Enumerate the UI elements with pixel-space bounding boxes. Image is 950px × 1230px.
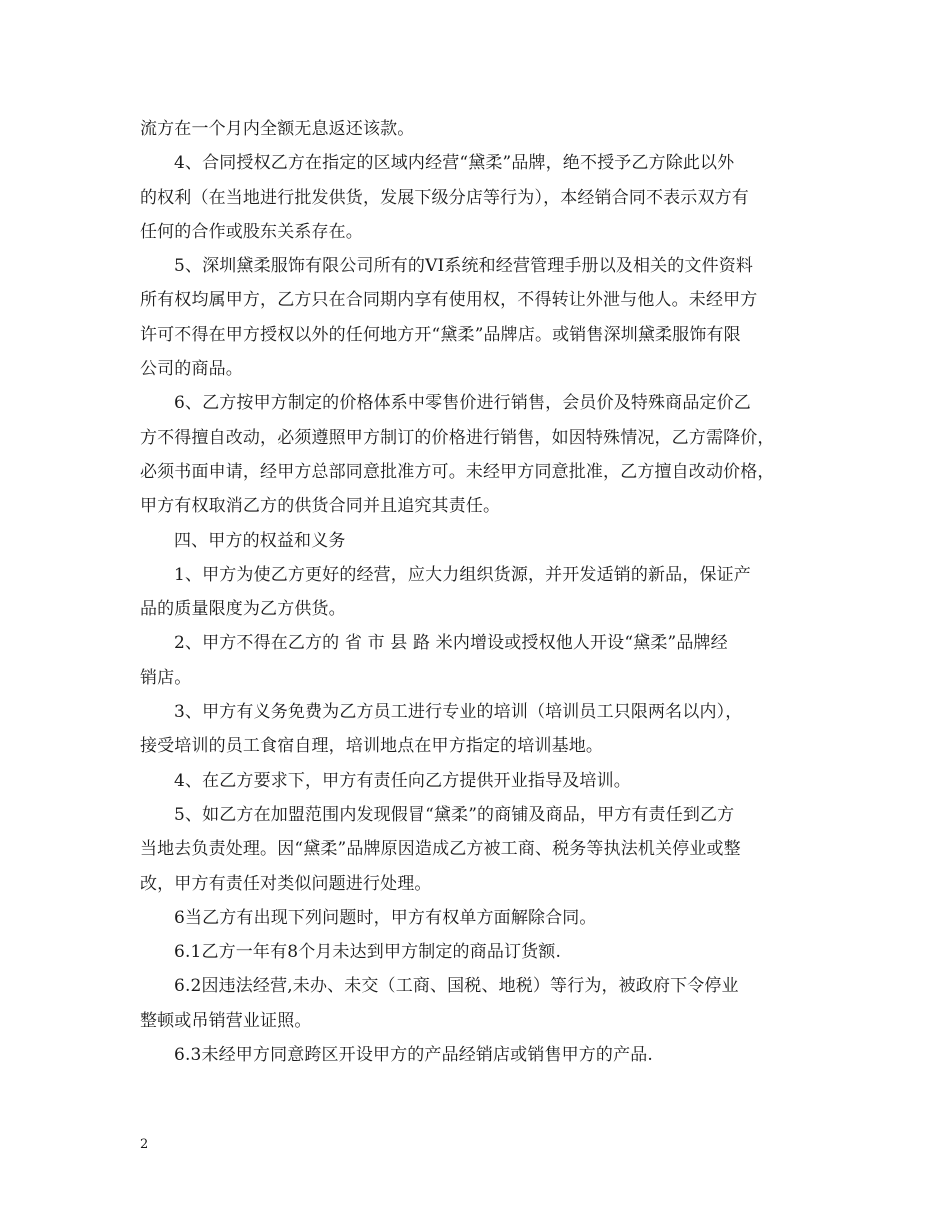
body-line: 的权利（在当地进行批发供货，发展下级分店等行为），本经销合同不表示双方有 bbox=[140, 187, 749, 208]
body-line: 所有权均属甲方，乙方只在合同期内享有使用权，不得转让外泄与他人。未经甲方 bbox=[140, 290, 758, 311]
body-line: 改，甲方有责任对类似问题进行处理。 bbox=[140, 873, 432, 894]
clause-line: 2、甲方不得在乙方的 省 市 县 路 米内增设或授权他人开设“黛柔”品牌经 bbox=[174, 633, 728, 654]
body-line: 整顿或吊销营业证照。 bbox=[140, 1010, 312, 1031]
subclause-line: 6.2因违法经营,未办、未交（工商、国税、地税）等行为，被政府下令停业 bbox=[174, 976, 739, 997]
clause-line: 6当乙方有出现下列问题时，甲方有权单方面解除合同。 bbox=[174, 907, 597, 928]
clause-line: 4、合同授权乙方在指定的区域内经营“黛柔”品牌，绝不授予乙方除此以外 bbox=[174, 153, 735, 174]
clause-line: 3、甲方有义务免费为乙方员工进行专业的培训（培训员工只限两名以内）， bbox=[174, 702, 743, 723]
clause-line: 1、甲方为使乙方更好的经营，应大力组织货源，并开发适销的新品，保证产 bbox=[174, 564, 751, 585]
body-line: 甲方有权取消乙方的供货合同并且追究其责任。 bbox=[140, 496, 501, 517]
body-line: 接受培训的员工食宿自理，培训地点在甲方指定的培训基地。 bbox=[140, 736, 604, 757]
subclause-line: 6.1乙方一年有8个月未达到甲方制定的商品订货额. bbox=[174, 942, 562, 963]
body-line: 公司的商品。 bbox=[140, 359, 243, 380]
page-number: 2 bbox=[140, 1137, 149, 1152]
body-line: 品的质量限度为乙方供货。 bbox=[140, 599, 346, 620]
clause-line: 5、如乙方在加盟范围内发现假冒“黛柔”的商铺及商品，甲方有责任到乙方 bbox=[174, 804, 735, 825]
clause-line: 5、深圳黛柔服饰有限公司所有的VI系统和经营管理手册以及相关的文件资料 bbox=[174, 256, 754, 277]
section-heading: 四、甲方的权益和义务 bbox=[174, 530, 346, 551]
body-line: 许可不得在甲方授权以外的任何地方开“黛柔”品牌店。或销售深圳黛柔服饰有限 bbox=[140, 324, 741, 345]
clause-line: 6、乙方按甲方制定的价格体系中零售价进行销售，会员价及特殊商品定价乙 bbox=[174, 393, 751, 414]
body-line: 必须书面申请，经甲方总部同意批准方可。未经甲方同意批准，乙方擅自改动价格， bbox=[140, 461, 775, 482]
body-line: 任何的合作或股东关系存在。 bbox=[140, 221, 363, 242]
subclause-line: 6.3未经甲方同意跨区开设甲方的产品经销店或销售甲方的产品. bbox=[174, 1045, 653, 1066]
clause-line: 4、在乙方要求下，甲方有责任向乙方提供开业指导及培训。 bbox=[174, 770, 631, 791]
body-line: 流方在一个月内全额无息返还该款。 bbox=[140, 119, 415, 139]
body-line: 销店。 bbox=[140, 667, 192, 688]
body-line: 方不得擅自改动，必须遵照甲方制订的价格进行销售，如因特殊情况，乙方需降价， bbox=[140, 427, 775, 448]
body-line: 当地去负责处理。因“黛柔”品牌原因造成乙方被工商、税务等执法机关停业或整 bbox=[140, 839, 741, 860]
document-body bbox=[140, 112, 815, 1072]
